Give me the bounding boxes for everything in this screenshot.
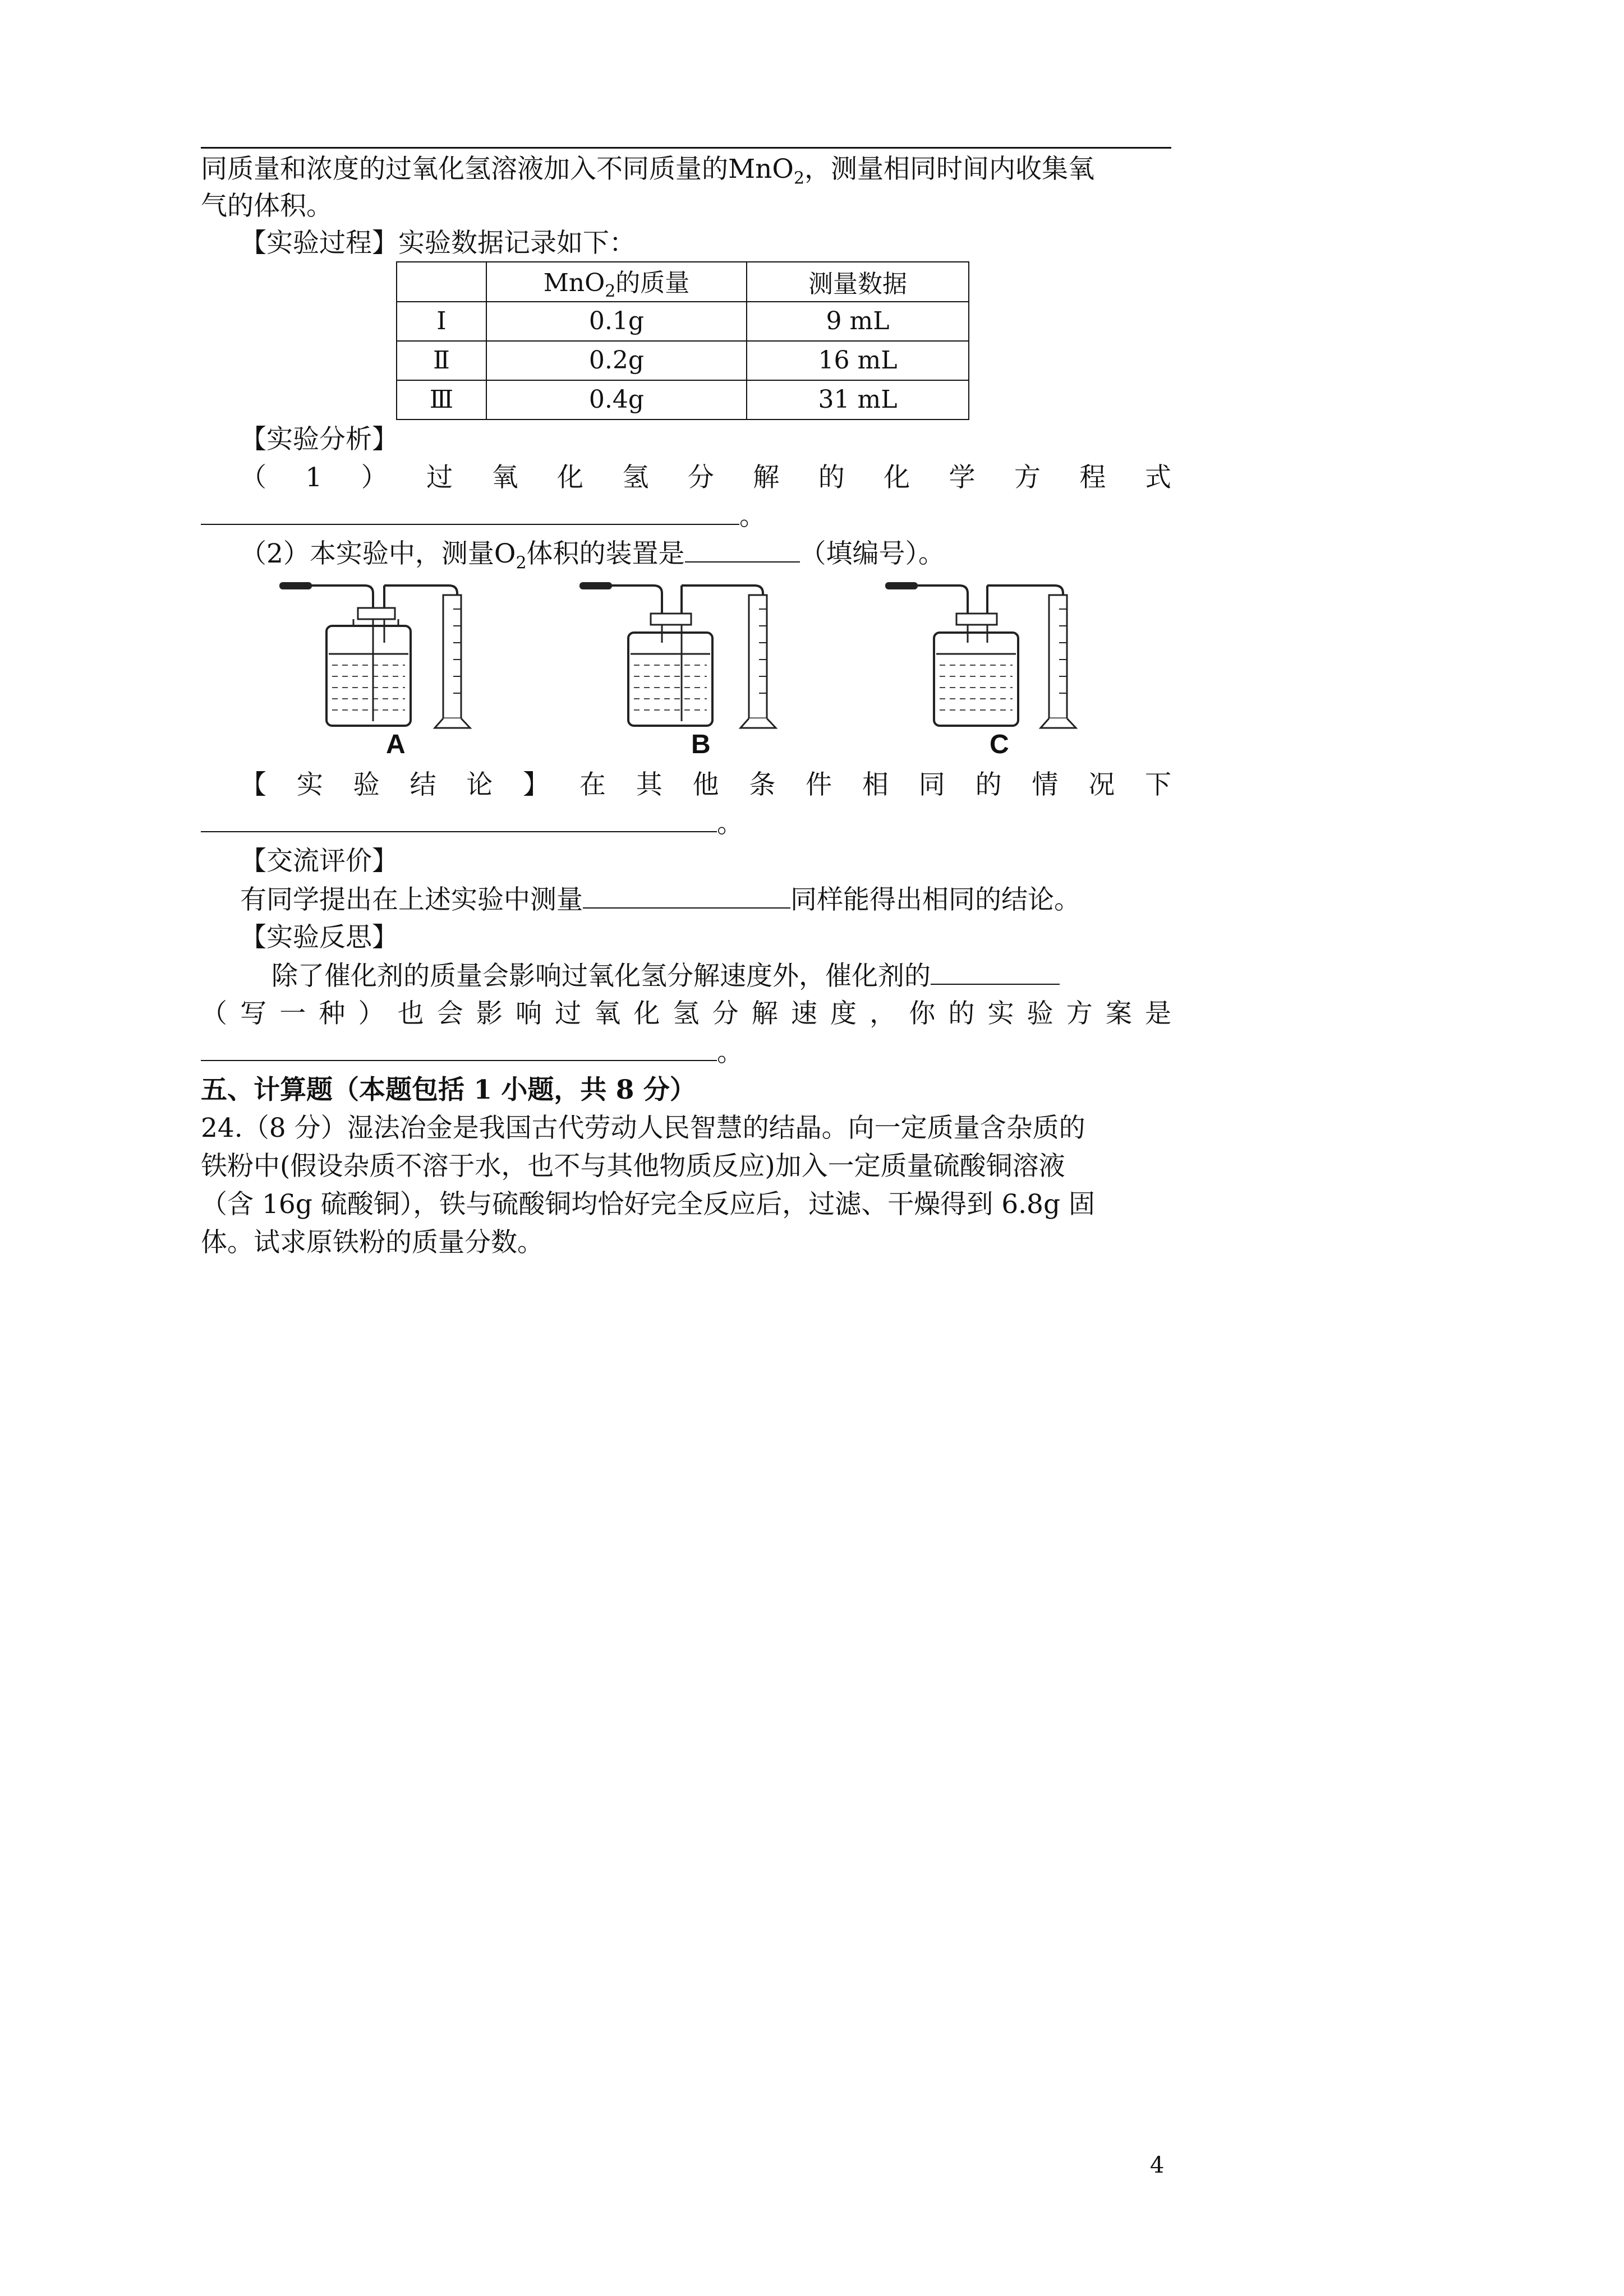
- table-row: [397, 341, 969, 380]
- q1-char: 过: [426, 462, 453, 493]
- reflection-char: （: [201, 998, 227, 1029]
- table-cell: Ⅱ: [397, 341, 486, 380]
- q1-char: 分: [687, 462, 714, 493]
- process-heading: 【实验过程】实验数据记录如下：: [240, 228, 636, 259]
- header-rule: [201, 147, 1171, 149]
- conclusion-char: 相: [862, 769, 889, 800]
- reflection-char: 化: [633, 998, 660, 1029]
- table-cell: 0.4g: [486, 380, 747, 419]
- reflection-char: 种: [319, 998, 346, 1029]
- conclusion-char: 结: [410, 769, 436, 800]
- conclusion-char: 其: [636, 769, 663, 800]
- reflection-char: 氧: [594, 998, 621, 1029]
- reflection-char: 也: [397, 998, 424, 1029]
- q1-char: 氢: [622, 462, 649, 493]
- table-cell: 16 mL: [747, 341, 969, 380]
- analysis-heading: 【实验分析】: [240, 424, 398, 455]
- analysis-q1-answer-line: 。: [201, 498, 1171, 534]
- conclusion-char: 条: [749, 769, 776, 800]
- apparatus-a-diagram: [275, 570, 488, 732]
- apparatus-label-c: C: [990, 730, 1009, 759]
- apparatus-label-a: A: [386, 730, 406, 759]
- conclusion-char: 同: [918, 769, 945, 800]
- q1-char: 解: [753, 462, 780, 493]
- q1-char: （: [240, 462, 266, 493]
- reflection-char: 影: [476, 998, 503, 1029]
- apparatus-label-b: B: [691, 730, 711, 759]
- table-cell: Ⅲ: [397, 380, 486, 419]
- table-header-cell: [397, 262, 486, 302]
- reflection-char: 验: [1027, 998, 1053, 1029]
- intro-line-1: 同质量和浓度的过氧化氢溶液加入不同质量的MnO$_2$，测量相同时间内收集氧: [201, 154, 1095, 188]
- table-header-row: [397, 262, 969, 302]
- conclusion-answer-blank[interactable]: [201, 805, 717, 832]
- analysis-q1-line: [240, 460, 1171, 496]
- conclusion-char: 况: [1088, 769, 1115, 800]
- q24-line-3: （含 16g 硫酸铜），铁与硫酸铜均恰好完全反应后，过滤、干燥得到 6.8g 固: [201, 1189, 1095, 1220]
- table-row: [397, 380, 969, 419]
- conclusion-char: 他: [692, 769, 719, 800]
- table-header-cell: MnO$_2$的质量: [486, 262, 747, 302]
- reflection-char: 分: [712, 998, 739, 1029]
- reflection-char: 度: [830, 998, 857, 1029]
- q1-char: 的: [818, 462, 845, 493]
- reflection-char: 写: [240, 998, 267, 1029]
- reflection-char: 案: [1105, 998, 1132, 1029]
- analysis-q2-line: （2）本实验中，测量$O_2$体积的装置是 （填编号）。: [240, 536, 1171, 581]
- table-cell: 0.2g: [486, 341, 747, 380]
- conclusion-answer-line: 。: [201, 805, 1171, 842]
- page-number: 4: [1150, 2152, 1165, 2178]
- reflection-char: 会: [436, 998, 463, 1029]
- reflection-char: 过: [555, 998, 582, 1029]
- q24-line-4: 体。试求原铁粉的质量分数。: [201, 1227, 544, 1258]
- q1-char: 式: [1144, 462, 1171, 493]
- conclusion-char: 情: [1032, 769, 1059, 800]
- conclusion-char: 的: [975, 769, 1002, 800]
- conclusion-char: 件: [806, 769, 832, 800]
- q1-char: 学: [949, 462, 976, 493]
- reflection-answer-line: 。: [201, 1034, 1171, 1071]
- reflection-line-2: [201, 996, 1171, 1032]
- reflection-char: ）: [358, 998, 385, 1029]
- q1-char: 1: [305, 462, 323, 493]
- conclusion-char: 【: [240, 769, 266, 800]
- q2-answer-blank[interactable]: [685, 536, 800, 563]
- conclusion-char: 下: [1145, 769, 1171, 800]
- apparatus-c-diagram: [881, 570, 1094, 732]
- reflection-char: 的: [948, 998, 975, 1029]
- conclusion-char: 实: [296, 769, 323, 800]
- reflection-char: 实: [987, 998, 1014, 1029]
- conclusion-char: 论: [466, 769, 493, 800]
- reflection-char: 你: [909, 998, 936, 1029]
- table-cell: 9 mL: [747, 302, 969, 341]
- reflection-char: 氢: [673, 998, 700, 1029]
- reflection-char: 方: [1066, 998, 1093, 1029]
- apparatus-b-diagram: [575, 570, 788, 732]
- reflection-char: 响: [516, 998, 542, 1029]
- conclusion-char: 在: [579, 769, 606, 800]
- table-header-cell: 测量数据: [747, 262, 969, 302]
- evaluation-answer-blank[interactable]: [583, 882, 790, 909]
- reflection-char: 解: [751, 998, 778, 1029]
- reflection-line-1: 除了催化剂的质量会影响过氧化氢分解速度外，催化剂的: [272, 958, 1171, 994]
- q1-char: 方: [1014, 462, 1041, 493]
- reflection-char: 速: [790, 998, 817, 1029]
- evaluation-line: 有同学提出在上述实验中测量 同样能得出相同的结论。: [240, 882, 1171, 918]
- intro-line-2: 气的体积。: [201, 191, 333, 222]
- table-cell: 0.1g: [486, 302, 747, 341]
- q24-line-1: 24.（8 分）湿法冶金是我国古代劳动人民智慧的结晶。向一定质量含杂质的: [201, 1113, 1085, 1144]
- table-row: [397, 302, 969, 341]
- reflection-char: 一: [279, 998, 306, 1029]
- table-cell: Ⅰ: [397, 302, 486, 341]
- q1-char: 化: [884, 462, 910, 493]
- data-table: [396, 261, 969, 420]
- q24-line-2: 铁粉中(假设杂质不溶于水，也不与其他物质反应)加入一定质量硫酸铜溶液: [201, 1151, 1065, 1182]
- table-cell: 31 mL: [747, 380, 969, 419]
- q1-char: 氧: [491, 462, 518, 493]
- q1-char: ）: [361, 462, 388, 493]
- reflection-char: 是: [1145, 998, 1171, 1029]
- conclusion-line: [240, 767, 1171, 803]
- reflection-heading: 【实验反思】: [240, 922, 398, 953]
- conclusion-char: 】: [523, 769, 550, 800]
- q1-char: 化: [557, 462, 584, 493]
- catalyst-factor-blank[interactable]: [931, 958, 1060, 985]
- q1-answer-blank[interactable]: [201, 498, 739, 525]
- q1-char: 程: [1079, 462, 1106, 493]
- section-5-heading: 五、计算题（本题包括 1 小题，共 8 分）: [201, 1075, 696, 1105]
- reflection-char: ，: [869, 998, 896, 1029]
- evaluation-heading: 【交流评价】: [240, 846, 398, 877]
- conclusion-char: 验: [353, 769, 380, 800]
- reflection-answer-blank[interactable]: [201, 1034, 717, 1061]
